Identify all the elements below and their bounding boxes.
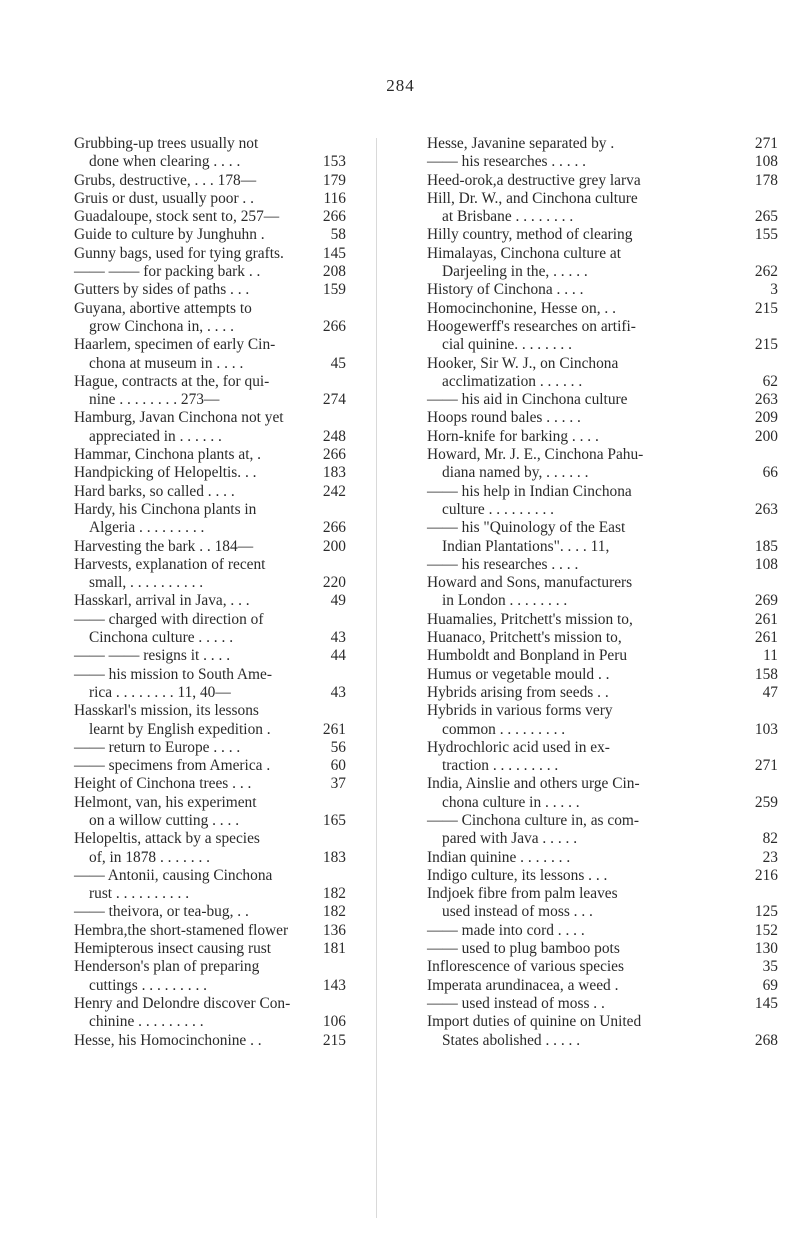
index-entry	[427, 610, 778, 629]
entry-page-number: 266	[322, 208, 346, 226]
index-entry	[427, 244, 778, 282]
index-entry	[74, 794, 346, 831]
entry-continuation: culture . . . . . . . . . 263	[442, 500, 778, 518]
entry-page-number: 182	[322, 885, 346, 903]
page-number: 284	[386, 76, 415, 95]
entry-heading: —— charged with direction of	[74, 610, 264, 628]
index-entry	[427, 976, 778, 995]
entry-heading: —— used instead of moss . . 145	[427, 994, 778, 1012]
entry-page-number: 106	[322, 1013, 346, 1031]
entry-heading: Helopeltis, attack by a species	[74, 830, 260, 848]
index-entry	[427, 391, 778, 409]
entry-heading: Harvests, explanation of recent	[74, 555, 266, 573]
index-entry	[74, 190, 346, 208]
entry-continuation: small, . . . . . . . . . . 220	[89, 574, 346, 592]
entry-page-number: 215	[754, 299, 778, 317]
entry-heading: Harvesting the bark . . 184— 200	[74, 537, 346, 555]
index-entry	[427, 994, 778, 1013]
entry-continuation: diana named by, . . . . . . 66	[442, 464, 778, 482]
entry-continuation: Algeria . . . . . . . . . 266	[89, 519, 346, 537]
entry-heading: Hasskarl's mission, its lessons	[74, 702, 259, 720]
index-entry	[427, 574, 778, 611]
entry-continuation: used instead of moss . . . 125	[442, 903, 778, 921]
entry-heading: —— used to plug bamboo pots 130	[427, 940, 778, 958]
index-entry	[74, 940, 346, 958]
index-entry	[74, 336, 346, 373]
entry-continuation: Cinchona culture . . . . . 43	[89, 629, 346, 647]
entry-page-number: 266	[322, 317, 346, 335]
index-entry	[427, 171, 778, 190]
index-entry	[427, 811, 778, 849]
entry-page-number: 69	[762, 976, 778, 994]
index-entry	[427, 281, 778, 299]
index-entry	[427, 665, 778, 684]
entry-heading: Import duties of quinine on United	[427, 1013, 642, 1031]
entry-heading: Indjoek fibre from palm leaves	[427, 885, 618, 903]
entry-heading: —— his researches . . . . . 108	[427, 153, 778, 171]
entry-page-number: 103	[754, 720, 778, 738]
entry-page-number: 183	[322, 464, 346, 482]
entry-page-number: 145	[322, 244, 346, 262]
index-entry	[427, 885, 778, 922]
index-entry	[74, 647, 346, 665]
index-entry	[427, 629, 778, 647]
index-entry	[74, 592, 346, 610]
entry-continuation: learnt by English expedition . 261	[89, 720, 346, 738]
entry-continuation: appreciated in . . . . . . 248	[89, 427, 346, 445]
entry-heading: Howard, Mr. J. E., Cinchona Pahu-	[427, 446, 644, 464]
index-entry	[427, 153, 778, 171]
index-entry	[427, 482, 778, 520]
entry-heading: Height of Cinchona trees . . . 37	[74, 775, 346, 793]
entry-heading: Hilly country, method of clearing 155	[427, 226, 778, 244]
index-entry	[74, 1032, 346, 1050]
entry-heading: Gruis or dust, usually poor . . 116	[74, 189, 346, 207]
entry-page-number: 56	[330, 738, 346, 756]
entry-page-number: 165	[322, 811, 346, 829]
index-entry	[74, 666, 346, 703]
entry-page-number: 248	[322, 427, 346, 445]
index-entry	[74, 464, 346, 482]
entry-heading: Indigo culture, its lessons . . . 216	[427, 866, 778, 884]
entry-continuation: rust . . . . . . . . . . 182	[89, 885, 346, 903]
column-divider	[376, 138, 377, 1218]
entry-heading: Horn-knife for barking . . . . 200	[427, 427, 778, 445]
entry-heading: —— Cinchona culture in, as com-	[427, 811, 639, 829]
index-entry	[74, 867, 346, 904]
index-entry	[74, 300, 346, 337]
index-entry	[427, 775, 778, 812]
index-entry	[74, 757, 346, 775]
index-entry	[427, 317, 778, 355]
entry-continuation: on a willow cutting . . . . 165	[89, 811, 346, 829]
index-entry	[427, 738, 778, 776]
index-entry	[427, 189, 778, 227]
entry-page-number: 271	[754, 135, 778, 152]
entry-heading: Himalayas, Cinchona culture at	[427, 244, 622, 262]
entry-page-number: 263	[754, 500, 778, 518]
entry-page-number: 220	[322, 574, 346, 592]
entry-heading: —— Antonii, causing Cinchona	[74, 866, 273, 884]
index-entry	[74, 903, 346, 921]
entry-page-number: 37	[330, 775, 346, 793]
entry-page-number: 159	[322, 281, 346, 299]
entry-page-number: 274	[322, 391, 346, 409]
index-entry	[427, 683, 778, 702]
entry-heading: History of Cinchona . . . . 3	[427, 281, 778, 299]
entry-page-number: 23	[762, 848, 778, 866]
entry-continuation: grow Cinchona in, . . . . 266	[89, 317, 346, 335]
index-entry	[427, 848, 778, 867]
entry-page-number: 215	[754, 336, 778, 354]
index-entry	[74, 611, 346, 648]
entry-heading: Hammar, Cinchona plants at, . 266	[74, 446, 346, 464]
entry-heading: Handpicking of Helopeltis. . . 183	[74, 464, 346, 482]
entry-continuation: done when clearing . . . . 153	[89, 153, 346, 171]
entry-page-number: 66	[762, 464, 778, 482]
index-entry	[427, 226, 778, 244]
entry-heading: Helmont, van, his experiment	[74, 793, 257, 811]
entry-page-number: 215	[322, 1031, 346, 1049]
entry-heading: Howard and Sons, manufacturers	[427, 574, 633, 592]
entry-heading: Hesse, Javanine separated by . 271	[427, 135, 778, 152]
entry-heading: Gutters by sides of paths . . . 159	[74, 281, 346, 299]
entry-page-number: 47	[762, 683, 778, 701]
entry-continuation: Darjeeling in the, . . . . . 262	[442, 263, 778, 281]
entry-page-number: 108	[754, 153, 778, 171]
entry-continuation: Indian Plantations". . . . 11, 185	[442, 537, 778, 555]
entry-page-number: 182	[322, 903, 346, 921]
entry-heading: Guyana, abortive attempts to	[74, 299, 252, 317]
entry-page-number: 43	[330, 629, 346, 647]
entry-heading: Humboldt and Bonpland in Peru 11	[427, 647, 778, 665]
entry-heading: Hill, Dr. W., and Cinchona culture	[427, 189, 638, 207]
entry-continuation: chona at museum in . . . . 45	[89, 354, 346, 372]
index-entry	[427, 866, 778, 885]
entry-page-number: 108	[754, 555, 778, 573]
index-entry	[74, 995, 346, 1032]
entry-heading: Henderson's plan of preparing	[74, 958, 260, 976]
entry-page-number: 209	[754, 409, 778, 427]
entry-heading: Humus or vegetable mould . . 158	[427, 665, 778, 683]
index-entry	[74, 702, 346, 739]
entry-heading: —— —— resigns it . . . . 44	[74, 647, 346, 665]
entry-heading: Hardy, his Cinchona plants in	[74, 500, 257, 518]
index-column-right	[427, 135, 778, 1050]
entry-heading: Haarlem, specimen of early Cin-	[74, 336, 276, 354]
index-entry	[74, 409, 346, 446]
index-entry	[74, 172, 346, 190]
entry-page-number: 266	[322, 519, 346, 537]
entry-heading: Homocinchonine, Hesse on, . . 215	[427, 299, 778, 317]
index-entry	[427, 647, 778, 665]
index-entry	[427, 135, 778, 153]
entry-heading: Huamalies, Pritchett's mission to, 261	[427, 610, 778, 628]
entry-page-number: 183	[322, 848, 346, 866]
entry-page-number: 60	[330, 757, 346, 775]
entry-continuation: traction . . . . . . . . . 271	[442, 757, 778, 775]
entry-page-number: 82	[762, 830, 778, 848]
entry-heading: Hamburg, Javan Cinchona not yet	[74, 409, 284, 427]
index-entry	[74, 775, 346, 793]
entry-page-number: 185	[754, 537, 778, 555]
entry-page-number: 3	[770, 281, 778, 299]
entry-page-number: 178	[754, 171, 778, 189]
entry-page-number: 200	[322, 537, 346, 555]
index-entry	[74, 501, 346, 538]
entry-page-number: 11	[763, 647, 778, 665]
entry-heading: —— specimens from America . 60	[74, 757, 346, 775]
entry-heading: Grubbing-up trees usually not	[74, 135, 259, 152]
entry-page-number: 58	[330, 226, 346, 244]
entry-page-number: 136	[322, 921, 346, 939]
entry-continuation: pared with Java . . . . . 82	[442, 830, 778, 848]
entry-continuation: States abolished . . . . . 268	[442, 1031, 778, 1049]
index-entry	[74, 208, 346, 226]
entry-heading: Guadaloupe, stock sent to, 257— 266	[74, 208, 346, 226]
entry-page-number: 35	[762, 958, 778, 976]
entry-heading: Imperata arundinacea, a weed . 69	[427, 976, 778, 994]
entry-heading: Hooker, Sir W. J., on Cinchona	[427, 354, 619, 372]
entry-page-number: 130	[754, 940, 778, 958]
entry-page-number: 266	[322, 446, 346, 464]
index-entry	[74, 226, 346, 244]
entry-page-number: 62	[762, 372, 778, 390]
index-entry	[427, 958, 778, 976]
entry-heading: Hasskarl, arrival in Java, . . . 49	[74, 592, 346, 610]
entry-heading: —— his "Quinology of the East	[427, 519, 626, 537]
entry-page-number: 153	[322, 153, 346, 171]
entry-page-number: 152	[754, 921, 778, 939]
entry-continuation: cial quinine. . . . . . . . 215	[442, 336, 778, 354]
entry-continuation: acclimatization . . . . . . 62	[442, 372, 778, 390]
entry-page-number: 143	[322, 976, 346, 994]
entry-heading: —— his help in Indian Cinchona	[427, 482, 632, 500]
entry-heading: Henry and Delondre discover Con-	[74, 994, 291, 1012]
entry-heading: Hembra,the short-stamened flower 136	[74, 921, 346, 939]
entry-heading: —— his aid in Cinchona culture 263	[427, 391, 778, 409]
entry-page-number: 45	[330, 354, 346, 372]
index-entry	[74, 483, 346, 501]
entry-heading: Indian quinine . . . . . . . 23	[427, 848, 778, 866]
entry-heading: Hemipterous insect causing rust 181	[74, 940, 346, 958]
entry-page-number: 262	[754, 263, 778, 281]
entry-page-number: 271	[754, 757, 778, 775]
entry-continuation: of, in 1878 . . . . . . . 183	[89, 848, 346, 866]
entry-page-number: 155	[754, 226, 778, 244]
entry-heading: Heed-orok,a destructive grey larva 178	[427, 171, 778, 189]
index-entry	[74, 958, 346, 995]
entry-heading: —— his mission to South Ame-	[74, 665, 272, 683]
index-entry	[427, 519, 778, 556]
entry-page-number: 259	[754, 793, 778, 811]
index-entry	[427, 427, 778, 446]
entry-continuation: chona culture in . . . . . 259	[442, 793, 778, 811]
index-entry	[427, 702, 778, 739]
entry-heading: Gunny bags, used for tying grafts. 145	[74, 244, 346, 262]
index-entry	[427, 555, 778, 574]
index-column-left	[74, 135, 346, 1050]
entry-page-number: 268	[754, 1031, 778, 1049]
entry-page-number: 261	[322, 720, 346, 738]
entry-continuation: chinine . . . . . . . . . 106	[89, 1013, 346, 1031]
entry-heading: Hague, contracts at the, for qui-	[74, 372, 270, 390]
entry-page-number: 44	[330, 647, 346, 665]
index-entry	[427, 446, 778, 483]
entry-heading: Hybrids arising from seeds . . 47	[427, 683, 778, 701]
entry-continuation: cuttings . . . . . . . . . 143	[89, 976, 346, 994]
entry-page-number: 242	[322, 482, 346, 500]
entry-page-number: 200	[754, 427, 778, 445]
entry-continuation: nine . . . . . . . . 273— 274	[89, 391, 346, 409]
index-entry	[74, 739, 346, 757]
entry-continuation: rica . . . . . . . . 11, 40— 43	[89, 683, 346, 701]
entry-heading: —— made into cord . . . . 152	[427, 921, 778, 939]
index-entry	[74, 538, 346, 556]
entry-page-number: 216	[754, 866, 778, 884]
entry-page-number: 179	[322, 171, 346, 189]
entry-continuation: common . . . . . . . . . 103	[442, 720, 778, 738]
entry-page-number: 49	[330, 592, 346, 610]
index-entry	[74, 556, 346, 593]
entry-heading: Hard barks, so called . . . . 242	[74, 482, 346, 500]
entry-heading: Hesse, his Homocinchonine . . 215	[74, 1031, 346, 1049]
index-entry	[74, 135, 346, 172]
index-entry	[427, 1013, 778, 1050]
entry-page-number: 158	[754, 665, 778, 683]
entry-page-number: 145	[754, 994, 778, 1012]
entry-page-number: 125	[754, 903, 778, 921]
index-entry	[74, 446, 346, 464]
index-entry	[74, 281, 346, 299]
entry-continuation: at Brisbane . . . . . . . . 265	[442, 208, 778, 226]
entry-page-number: 261	[754, 629, 778, 647]
entry-heading: Hoogewerff's researches on artifi-	[427, 317, 636, 335]
entry-heading: —— —— for packing bark . . 208	[74, 263, 346, 281]
index-entry	[427, 921, 778, 940]
entry-heading: —— his researches . . . . 108	[427, 555, 778, 573]
entry-heading: Hydrochloric acid used in ex-	[427, 738, 610, 756]
index-entry	[427, 940, 778, 958]
entry-heading: Grubs, destructive, . . . 178— 179	[74, 171, 346, 189]
index-entry	[427, 354, 778, 392]
entry-page-number: 43	[330, 683, 346, 701]
index-entry	[427, 299, 778, 318]
entry-page-number: 265	[754, 208, 778, 226]
entry-page-number: 263	[754, 391, 778, 409]
entry-heading: Huanaco, Pritchett's mission to, 261	[427, 629, 778, 647]
index-entry	[74, 245, 346, 263]
entry-heading: India, Ainslie and others urge Cin-	[427, 775, 640, 793]
entry-continuation: in London . . . . . . . . 269	[442, 592, 778, 610]
entry-heading: Hybrids in various forms very	[427, 702, 613, 720]
index-entry	[74, 830, 346, 867]
entry-page-number: 269	[754, 592, 778, 610]
index-entry	[74, 373, 346, 410]
entry-page-number: 116	[323, 189, 346, 207]
entry-page-number: 261	[754, 610, 778, 628]
index-entry	[74, 922, 346, 940]
entry-heading: Guide to culture by Junghuhn . 58	[74, 226, 346, 244]
index-entry	[74, 263, 346, 281]
entry-heading: Hoops round bales . . . . . 209	[427, 409, 778, 427]
entry-page-number: 181	[322, 940, 346, 958]
entry-heading: —— return to Europe . . . . 56	[74, 738, 346, 756]
index-entry	[427, 409, 778, 427]
entry-heading: Inflorescence of various species 35	[427, 958, 778, 976]
entry-page-number: 208	[322, 263, 346, 281]
entry-heading: —— theivora, or tea-bug, . . 182	[74, 903, 346, 921]
